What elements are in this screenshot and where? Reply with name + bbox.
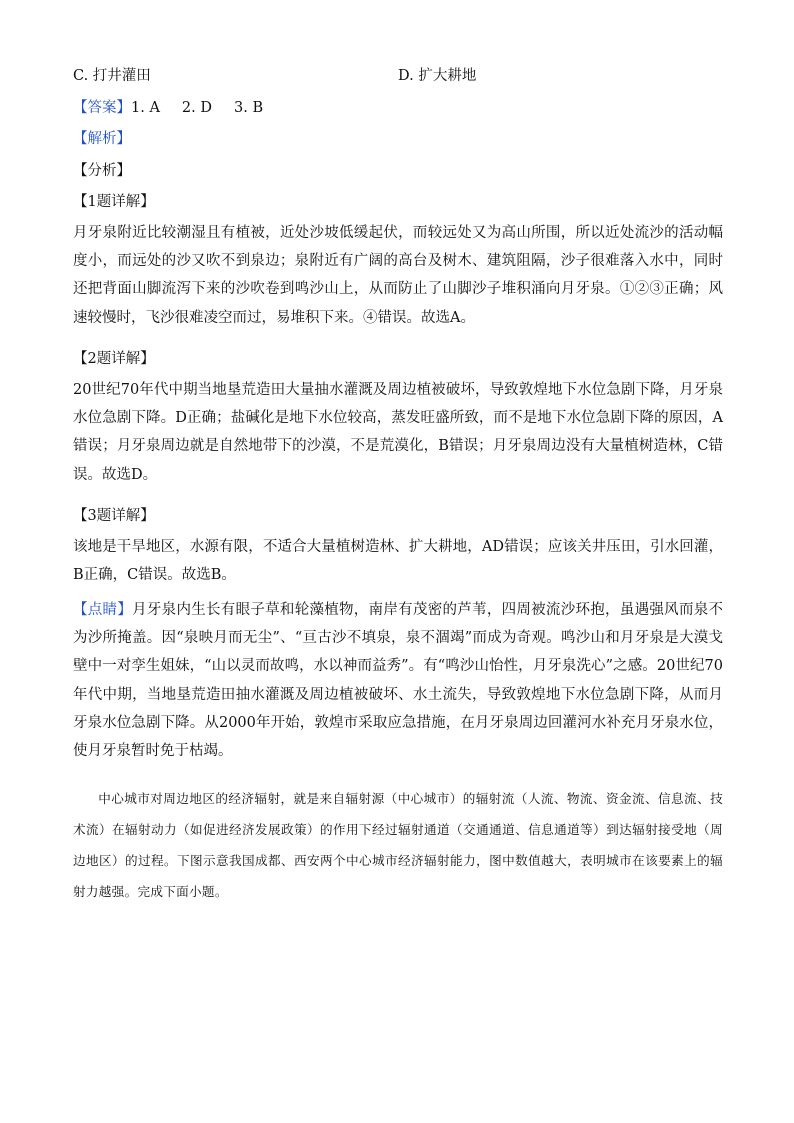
answer-label: 【答案】 — [73, 100, 131, 116]
dianjing-text: 月牙泉内生长有眼子草和轮藻植物，南岸有茂密的芦苇，四周被流沙环抱，虽遇强风而泉不为沙所掩盖。因“泉映月而无尘”、“亘古沙不填泉，泉不涸竭”而成为奇观。鸣沙山和月牙泉是大漠戈壁中一对孪生姐妹，“山以灵而故鸣，水以神而益秀”。有“鸣沙山怡性，月牙泉洗心”之感。20世纪70年代中期，当地垦荒造田抽水灌溉及周边植被破坏、水土流失，导致敦煌地下水位急剧下降，从而月牙泉水位急剧下降。从2000年开始，敦煌市采取应急措施，在月牙泉周边回灌河水补充月牙泉水位，使月牙泉暂时免于枯竭。 — [73, 602, 724, 760]
dianjing-paragraph — [73, 596, 723, 765]
fenxi-label: 【分析】 — [73, 163, 131, 179]
option-d: D. 扩大耕地 — [398, 68, 477, 84]
option-c: C. 打井灌田 — [73, 68, 151, 84]
q2-text: 20世纪70年代中期当地垦荒造田大量抽水灌溉及周边植被破坏，导致敦煌地下水位急剧下降，月牙泉水位急剧下降。D正确；盐碱化是地下水位较高，蒸发旺盛所致，而不是地下水位急剧下降的原因，A错误；月牙泉周边就是自然地带下的沙漠，不是荒漠化，B错误；月牙泉周边没有大量植树造林，C错误。故选D。 — [73, 382, 723, 483]
analysis-label: 【解析】 — [73, 131, 131, 147]
q3-text: 该地是干旱地区，水源有限，不适合大量植树造林、扩大耕地，AD错误；应该关井压田，引水回灌，B正确，C错误。故选B。 — [73, 539, 723, 584]
q3-label: 【3题详解】 — [73, 508, 155, 524]
dianjing-label: 【点睛】 — [73, 602, 133, 618]
q1-label: 【1题详解】 — [73, 194, 155, 210]
answer-item: 1. A — [131, 100, 160, 116]
q1-text: 月牙泉附近比较潮湿且有植被，近处沙坡低缓起伏，而较远处又为高山所围，所以近处流沙的活动幅度小，而远处的沙又吹不到泉边；泉附近有广阔的高台及树木、建筑阻隔，沙子很难落入水中，同时还把背面山脚流泻下来的沙吹卷到鸣沙山上，从而防止了山脚沙子堆积涌向月牙泉。①②③正确；风速较慢时，飞沙很难凌空而过，易堆积下来。④错误。故选A。 — [73, 225, 723, 326]
answer-item: 2. D — [181, 100, 212, 116]
q2-label: 【2题详解】 — [73, 351, 155, 367]
answer-item: 3. B — [234, 100, 264, 116]
intro-paragraph: 中心城市对周边地区的经济辐射，就是来自辐射源（中心城市）的辐射流（人流、物流、资金流、信息流、技术流）在辐射动力（如促进经济发展政策）的作用下经过辐射通道（交通通道、信息通道等）到达辐射接受地（周边地区）的过程。下图示意我国成都、西安两个中心城市经济辐射能力，图中数值越大，表明城市在该要素上的辐射力越强。完成下面小题。 — [73, 791, 723, 899]
answer-line — [73, 94, 723, 122]
